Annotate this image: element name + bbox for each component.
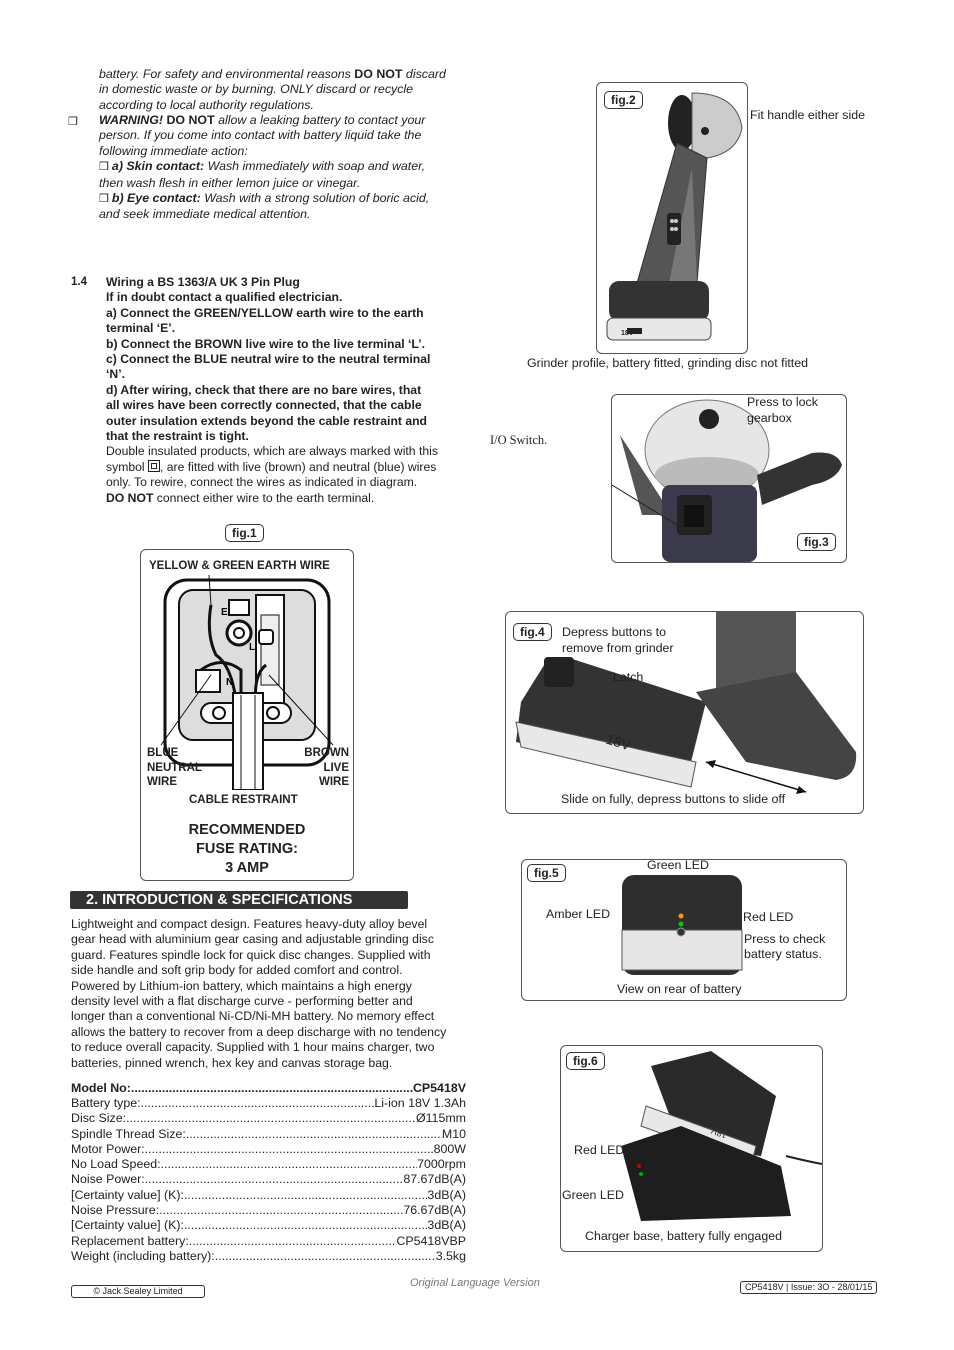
depress-buttons-note: Depress buttons to remove from grinder bbox=[562, 625, 674, 655]
brown-live-label: BROWN LIVE WIRE bbox=[304, 747, 349, 788]
terminal-e-label: E bbox=[221, 607, 228, 618]
fig1-label: fig.1 bbox=[225, 524, 264, 542]
section-number: 1.4 bbox=[71, 276, 87, 288]
spec-row: [Certainty value] (K): ..... 3dB(A) bbox=[71, 1188, 466, 1203]
press-to-lock-note: Press to lock gearbox bbox=[747, 395, 818, 425]
cable-restraint-label: CABLE RESTRAINT bbox=[189, 794, 298, 806]
green-led-label: Green LED bbox=[647, 858, 709, 872]
spec-row: Disc Size: ..... Ø115mm bbox=[71, 1111, 466, 1126]
terminal-l-label: L bbox=[249, 642, 256, 653]
fig6-label: fig.6 bbox=[566, 1052, 605, 1070]
io-switch-note: I/O Switch. bbox=[490, 433, 548, 447]
issue-info: CP5418V | Issue: 3O - 28/01/15 bbox=[740, 1281, 877, 1294]
battery-voltage-mark: 18V bbox=[621, 330, 634, 337]
fig4-caption: Slide on fully, depress buttons to slide off bbox=[561, 792, 786, 806]
latch-label: Latch bbox=[613, 670, 644, 684]
fig6-caption: Charger base, battery fully engaged bbox=[585, 1229, 782, 1243]
red-led-label: Red LED bbox=[743, 910, 794, 924]
charger-red-led-label: Red LED bbox=[574, 1143, 625, 1157]
fig2-caption: Grinder profile, battery fitted, grinding disc not fitted bbox=[527, 356, 808, 370]
checkbox-icon: ❒ bbox=[99, 161, 112, 174]
section-heading: 2. INTRODUCTION & SPECIFICATIONS bbox=[70, 891, 408, 909]
spec-row: Battery type: ..... Li-ion 18V 1.3Ah bbox=[71, 1096, 466, 1111]
press-check-note: Press to check battery status. bbox=[744, 932, 826, 961]
earth-wire-label: YELLOW & GREEN EARTH WIRE bbox=[149, 560, 330, 572]
fig5-label: fig.5 bbox=[527, 864, 566, 882]
fig4-label: fig.4 bbox=[513, 623, 552, 641]
checkbox-icon: ❒ bbox=[99, 193, 112, 206]
fig3-label: fig.3 bbox=[797, 533, 836, 551]
spec-row: [Certainty value] (K): ..... 3dB(A) bbox=[71, 1218, 466, 1233]
fig4-battery-removal bbox=[505, 611, 864, 814]
language-version: Original Language Version bbox=[410, 1277, 540, 1289]
fig2-label: fig.2 bbox=[604, 91, 643, 109]
terminal-n-label: N bbox=[226, 677, 234, 688]
spec-row: Weight (including battery): ..... 3.5kg bbox=[71, 1249, 466, 1264]
battery-rear-illustration bbox=[522, 860, 846, 1000]
spec-row: No Load Speed: ..... 7000rpm bbox=[71, 1157, 466, 1172]
battery-disposal-text: battery. For safety and environmental reasons DO NOT discard in domestic waste or by burning. ONLY discard or recycle according to local authority regulations. bbox=[99, 67, 446, 112]
fig5-battery-rear bbox=[521, 859, 847, 1001]
copyright: © Jack Sealey Limited bbox=[71, 1285, 205, 1298]
battery-voltage-mark: 18V bbox=[604, 730, 633, 754]
fig1-plug-diagram bbox=[140, 549, 354, 881]
blue-neutral-label: BLUE NEUTRAL WIRE bbox=[147, 747, 202, 788]
spec-row: Noise Pressure: ..... 76.67dB(A) bbox=[71, 1203, 466, 1218]
charger-green-led-label: Green LED bbox=[562, 1188, 624, 1202]
double-insulated-icon bbox=[148, 460, 160, 472]
fig5-caption: View on rear of battery bbox=[617, 982, 742, 996]
fig2-grinder-profile bbox=[596, 82, 748, 354]
spec-row: Spindle Thread Size: ..... M10 bbox=[71, 1127, 466, 1142]
spec-row: Noise Power: ..... 87.67dB(A) bbox=[71, 1172, 466, 1187]
wiring-instructions: Wiring a BS 1363/A UK 3 Pin Plug If in doubt contact a qualified electrician. a) Connect the GREEN/YELLOW earth wire to the earth terminal ‘E’. b) Connect the BROWN live wire to the live terminal ‘L’. c) Connect the BLUE neutral wire to the neutral terminal ‘N’. d) After wiring, check that there are no bare wires, that all wires have been correctly connected, that the cable outer insulation extends beyond the cable restraint and that the restraint is tight. Double insulated products, which are always marked with this symbol , are fitted with live (brown) and neutral (blue) wires only. To rewire, connect the wires as indicated in diagram. DO NOT connect either wire to the earth terminal. bbox=[106, 275, 438, 505]
spec-row: Model No: ..... CP5418V bbox=[71, 1081, 466, 1096]
checkbox-icon: ❒ bbox=[68, 116, 78, 128]
battery-removal-illustration bbox=[506, 612, 863, 813]
grinder-illustration bbox=[597, 83, 747, 353]
battery-voltage-mark: 18V bbox=[709, 1125, 729, 1141]
intro-paragraph: Lightweight and compact design. Features heavy-duty alloy bevel gear head with aluminium gear casing and adjustable grinding disc guard. Features spindle lock for quick disc changes. Supplied with side handle and soft grip body for added comfort and control. Powered by Lithium-ion battery, which maintains a high energy density level with a flat discharge curve - performing better and longer than a conventional Ni-CD/Ni-MH battery. No memory effect allows the battery to recover from a deep discharge with no tendency to reduce overall capacity. Supplied with 1 hour mains charger, two batteries, pinned wrench, hex key and canvas storage bag. bbox=[71, 917, 447, 1070]
spec-row: Replacement battery: ..... CP5418VBP bbox=[71, 1234, 466, 1249]
spec-row: Motor Power: ..... 800W bbox=[71, 1142, 466, 1157]
leak-warning-text: WARNING! DO NOT allow a leaking battery to contact your person. If you come into contact with battery liquid take the following immediate action: ❒ a) Skin contact: Wash immediately with soap and water, then wash flesh in either lemon juice or vinegar. ❒ b) Eye contact: Wash with a strong solution of boric acid, and seek immediate medical attention. bbox=[99, 113, 430, 222]
amber-led-label: Amber LED bbox=[546, 907, 611, 921]
fuse-rating: RECOMMENDED FUSE RATING: 3 AMP bbox=[188, 822, 306, 876]
fit-handle-note: Fit handle either side bbox=[750, 108, 866, 122]
